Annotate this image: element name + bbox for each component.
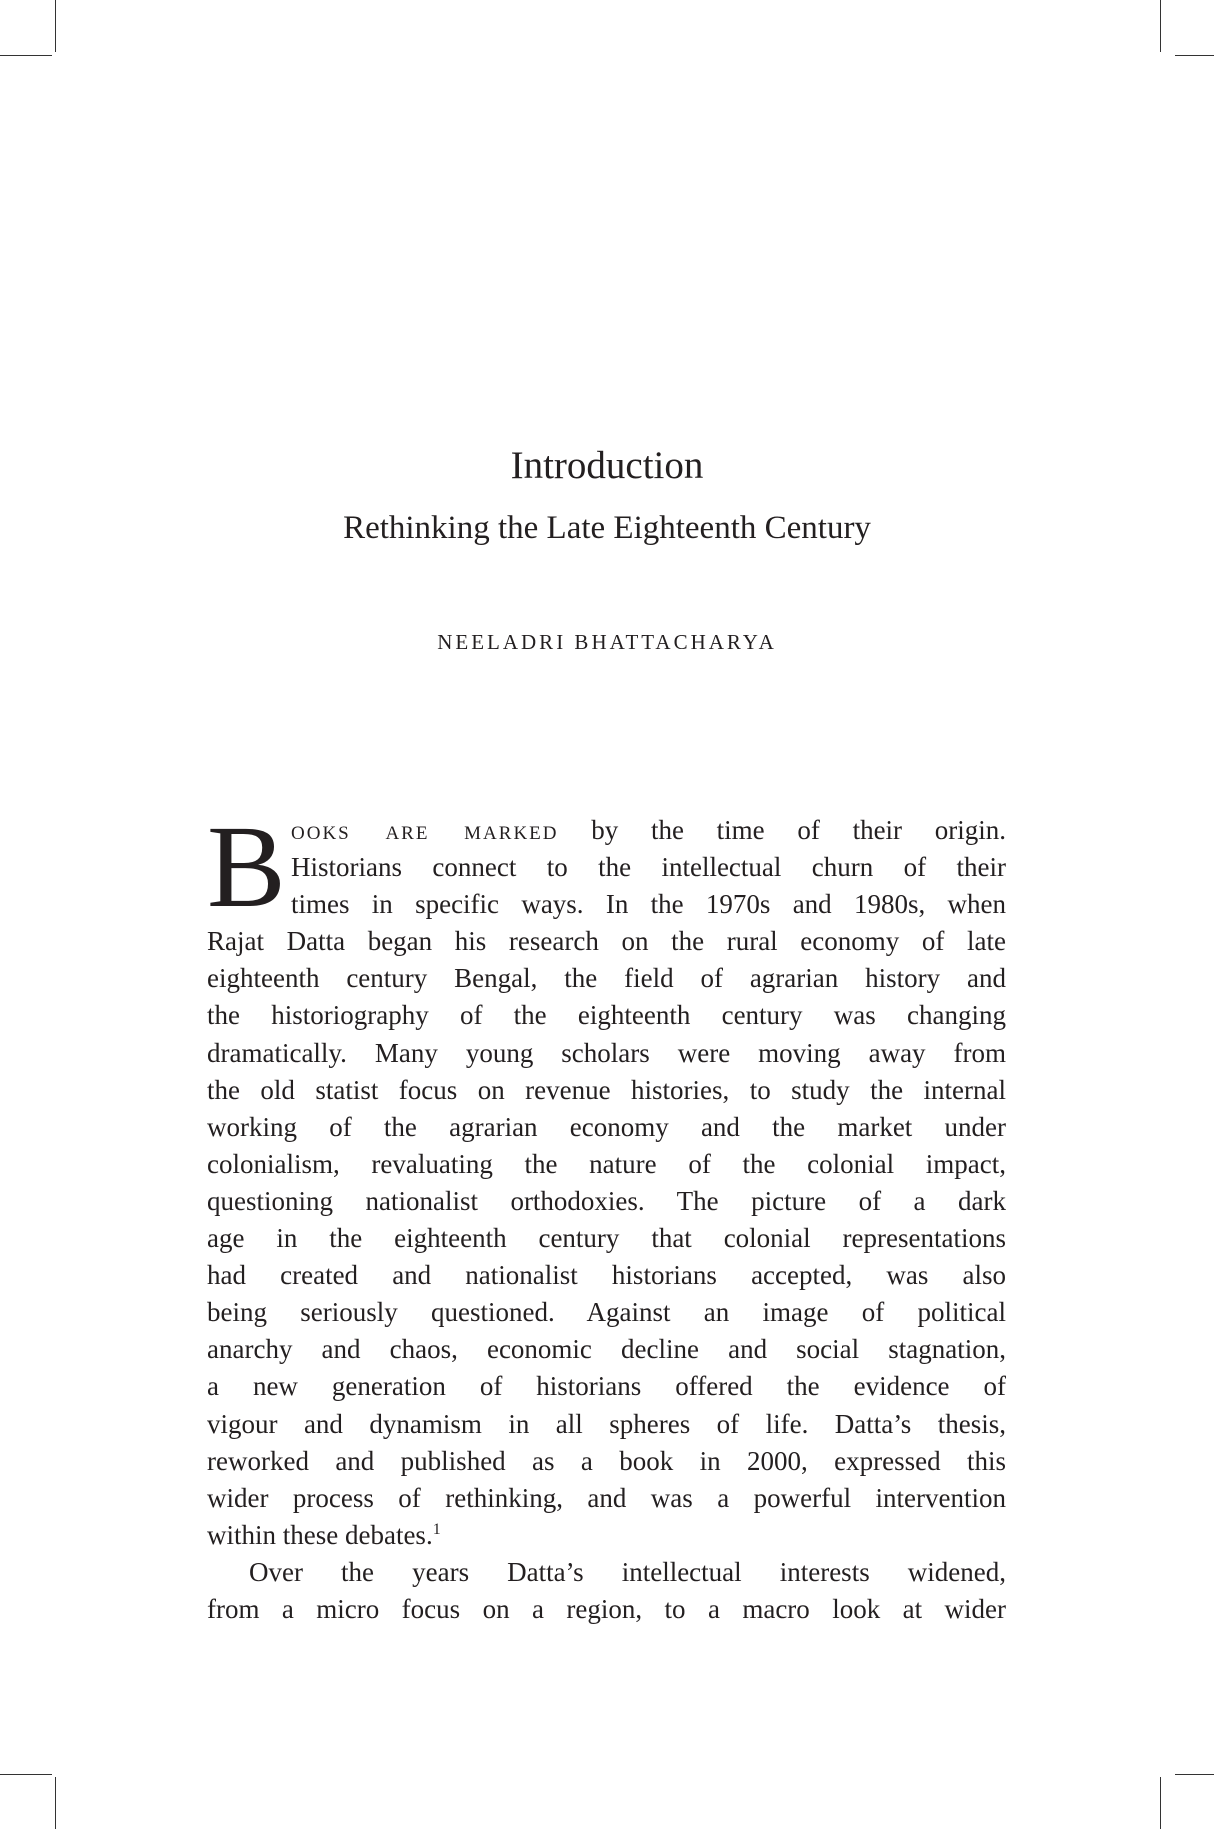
drop-cap: B (207, 801, 286, 932)
text-line: questioning nationalist orthodoxies. The picture of a dark (207, 1185, 1006, 1216)
text-line: eighteenth century Bengal, the field of agrarian history and (207, 963, 1006, 994)
text-line (207, 812, 1006, 849)
text-line: vigour and dynamism in all spheres of life. Datta’s thesis, (207, 1408, 1006, 1439)
text-line: anarchy and chaos, economic decline and social stagnation, (207, 1334, 1006, 1365)
text-line: Historians connect to the intellectual churn of their (291, 852, 1006, 883)
text-line: times in specific ways. In the 1970s and 1980s, when (291, 889, 1006, 920)
crop-mark (1175, 55, 1214, 56)
text-line: Rajat Datta began his research on the rural economy of late (207, 926, 1006, 957)
text-line: age in the eighteenth century that colonial representations (207, 1223, 1006, 1254)
crop-mark (0, 55, 52, 56)
text-line: a new generation of historians offered the evidence of (207, 1371, 1006, 1402)
crop-mark (1160, 1777, 1161, 1829)
body-text (207, 812, 1006, 1628)
small-caps-lead: ooks are marked (291, 815, 559, 845)
crop-mark (0, 1774, 52, 1775)
text-line: colonialism, revaluating the nature of the colonial impact, (207, 1148, 1006, 1179)
text-line: had created and nationalist historians accepted, was also (207, 1260, 1006, 1291)
text-line: Over the years Datta’s intellectual interests widened, (249, 1556, 1006, 1587)
text-line: being seriously questioned. Against an image of political (207, 1297, 1006, 1328)
footnote-marker[interactable]: 1 (432, 1520, 441, 1538)
chapter-author: NEELADRI BHATTACHARYA (437, 630, 777, 654)
crop-mark (55, 0, 56, 52)
text-line: dramatically. Many young scholars were moving away from (207, 1037, 1006, 1068)
text-line: working of the agrarian economy and the market under (207, 1111, 1006, 1142)
text-fragment: by the time of their origin. (591, 815, 1007, 845)
chapter-title: Introduction (510, 444, 704, 487)
crop-mark (55, 1777, 56, 1829)
text-line (207, 1517, 1006, 1554)
chapter-subtitle: Rethinking the Late Eighteenth Century (343, 510, 871, 546)
crop-mark (1160, 0, 1161, 52)
text-line: from a micro focus on a region, to a macro look at wider (207, 1593, 1006, 1624)
crop-mark (1175, 1774, 1214, 1775)
text-line: wider process of rethinking, and was a powerful intervention (207, 1482, 1006, 1513)
text-line: the old statist focus on revenue histories, to study the internal (207, 1074, 1006, 1105)
text-line: the historiography of the eighteenth century was changing (207, 1000, 1006, 1031)
text-fragment: within these debates. (207, 1519, 433, 1550)
text-line: reworked and published as a book in 2000, expressed this (207, 1445, 1006, 1476)
